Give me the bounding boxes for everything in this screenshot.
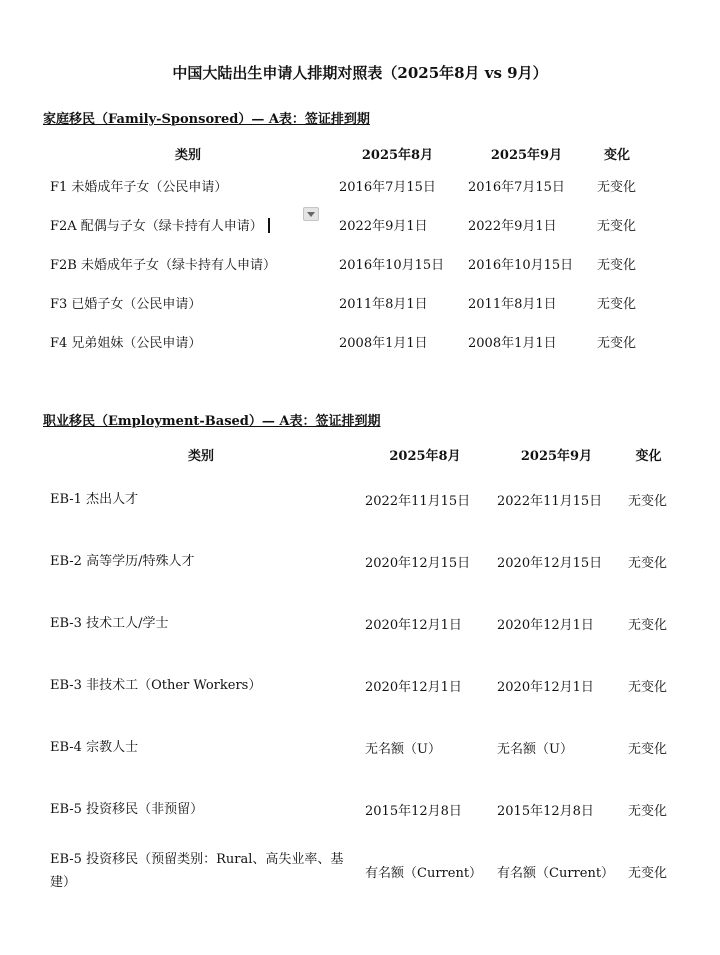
header-sep-2025: 2025年9月 <box>520 448 593 464</box>
aug-date-cell: 2022年11月15日 <box>365 493 471 509</box>
aug-date-cell: 2020年12月1日 <box>365 679 462 695</box>
change-cell: 无变化 <box>628 617 668 633</box>
aug-date-cell: 2015年12月8日 <box>365 803 462 819</box>
category-cell-editing[interactable] <box>43 205 333 244</box>
sep-date-cell: 2015年12月8日 <box>497 803 594 819</box>
category-cell: EB-4 宗教人士 <box>50 739 139 755</box>
sep-date-cell: 2020年12月15日 <box>497 555 603 571</box>
text-cursor <box>268 218 270 233</box>
category-cell: F4 兄弟姐妹（公民申请） <box>50 336 202 351</box>
change-cell: 无变化 <box>597 336 637 351</box>
change-cell: 无变化 <box>628 803 668 819</box>
table-row <box>43 592 675 654</box>
change-cell: 无变化 <box>628 865 668 881</box>
aug-date-cell: 2020年12月1日 <box>365 617 462 633</box>
family-section-title: 家庭移民（Family-Sponsored）— A表：签证排到期 <box>43 112 370 127</box>
category-cell: F1 未婚成年子女（公民申请） <box>50 180 228 195</box>
aug-date-cell: 2008年1月1日 <box>339 336 428 351</box>
change-cell: 无变化 <box>628 493 668 509</box>
category-cell: EB-1 杰出人才 <box>50 491 139 507</box>
category-cell: EB-3 非技术工（Other Workers） <box>50 677 262 693</box>
category-cell: F2B 未婚成年子女（绿卡持有人申请） <box>50 258 276 273</box>
aug-date-cell: 2022年9月1日 <box>339 219 428 234</box>
header-sep-2025: 2025年9月 <box>490 147 563 163</box>
aug-date-cell: 2020年12月15日 <box>365 555 471 571</box>
dropdown-arrow-icon[interactable] <box>303 207 319 221</box>
sep-date-cell: 2016年7月15日 <box>468 180 565 195</box>
employment-table <box>43 440 675 902</box>
sep-date-cell: 2016年10月15日 <box>468 258 574 273</box>
change-cell: 无变化 <box>597 258 637 273</box>
table-row <box>43 205 643 244</box>
sep-date-cell: 2020年12月1日 <box>497 679 594 695</box>
table-row <box>43 840 675 902</box>
employment-table-header <box>43 440 675 468</box>
aug-date-cell: 无名额（U） <box>365 741 441 757</box>
employment-section-title: 职业移民（Employment-Based）— A表：签证排到期 <box>43 414 381 429</box>
page-title: 中国大陆出生申请人排期对照表（2025年8月 vs 9月） <box>172 64 548 82</box>
header-change: 变化 <box>603 147 630 163</box>
change-cell: 无变化 <box>597 297 637 312</box>
aug-date-cell: 2016年10月15日 <box>339 258 445 273</box>
aug-date-cell: 2011年8月1日 <box>339 297 428 312</box>
aug-date-cell: 有名额（Current） <box>365 865 483 881</box>
table-row <box>43 530 675 592</box>
sep-date-cell: 2022年9月1日 <box>468 219 557 234</box>
sep-date-cell: 有名额（Current） <box>497 865 615 881</box>
table-row <box>43 468 675 530</box>
change-cell: 无变化 <box>628 741 668 757</box>
table-row <box>43 166 643 205</box>
category-cell: EB-2 高等学历/特殊人才 <box>50 553 195 569</box>
table-row <box>43 322 643 361</box>
change-cell: 无变化 <box>628 555 668 571</box>
table-row <box>43 244 643 283</box>
category-cell: EB-3 技术工人/学士 <box>50 615 169 631</box>
table-row <box>43 654 675 716</box>
change-cell: 无变化 <box>597 180 637 195</box>
header-aug-2025: 2025年8月 <box>389 448 461 464</box>
sep-date-cell: 2008年1月1日 <box>468 336 557 351</box>
category-cell: F3 已婚子女（公民申请） <box>50 297 202 312</box>
table-row <box>43 283 643 322</box>
family-table-header <box>43 140 643 166</box>
family-table <box>43 140 643 361</box>
category-cell-text: F2A 配偶与子女（绿卡持有人申请） <box>50 219 263 234</box>
category-cell: EB-5 投资移民（非预留） <box>50 801 204 817</box>
header-aug-2025: 2025年8月 <box>361 147 434 163</box>
sep-date-cell: 2022年11月15日 <box>497 493 603 509</box>
sep-date-cell: 2011年8月1日 <box>468 297 557 312</box>
header-change: 变化 <box>635 448 662 464</box>
table-row <box>43 778 675 840</box>
change-cell: 无变化 <box>628 679 668 695</box>
sep-date-cell: 无名额（U） <box>497 741 573 757</box>
category-cell: EB-5 投资移民（预留类别：Rural、高失业率、基建） <box>50 852 344 890</box>
table-row <box>43 716 675 778</box>
header-category: 类别 <box>187 448 214 464</box>
header-category: 类别 <box>174 147 201 163</box>
sep-date-cell: 2020年12月1日 <box>497 617 594 633</box>
aug-date-cell: 2016年7月15日 <box>339 180 436 195</box>
change-cell: 无变化 <box>597 219 637 234</box>
